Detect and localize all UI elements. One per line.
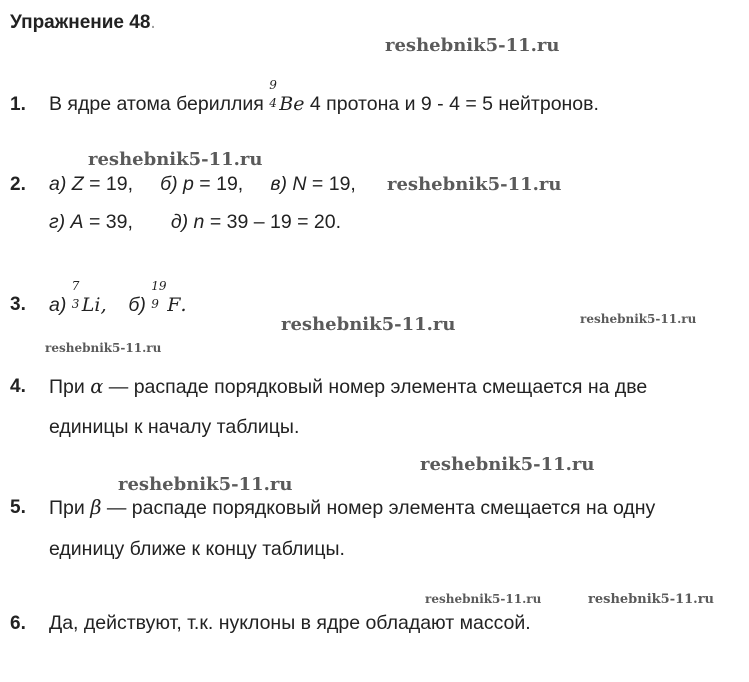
item-2-line-2: г) A = 39, д) n = 39 – 19 = 20. (49, 211, 342, 233)
item-2-line-1: а) Z = 19, б) p = 19, в) N = 19, (49, 173, 356, 195)
watermark: reshebnik5-11.ru (420, 454, 595, 475)
watermark: reshebnik5-11.ru (425, 592, 542, 606)
lithium-nuclide: 7 3 Li (71, 279, 101, 317)
item-number-5: 5. (10, 497, 26, 518)
item-number-3: 3. (10, 294, 26, 315)
watermark: reshebnik5-11.ru (88, 149, 263, 170)
watermark: reshebnik5-11.ru (387, 174, 562, 195)
watermark: reshebnik5-11.ru (118, 474, 293, 495)
watermark: reshebnik5-11.ru (580, 312, 697, 326)
item-number-4: 4. (10, 376, 26, 397)
item-4-line-1: При α — распаде порядковый номер элемента смещается на две (49, 375, 648, 398)
item-number-6: 6. (10, 613, 26, 634)
item-number-2: 2. (10, 174, 26, 195)
exercise-title: Упражнение 48. (10, 12, 156, 33)
item-number-1: 1. (10, 94, 26, 115)
alpha-symbol: α (90, 375, 104, 398)
item-6-text: Да, действуют, т.к. нуклоны в ядре обладают массой. (49, 612, 531, 634)
item-1-text: В ядре атома бериллия 9 4 Be 4 протона и 9 - 4 = 5 нейтронов. (49, 78, 599, 116)
watermark: reshebnik5-11.ru (45, 341, 162, 355)
watermark: reshebnik5-11.ru (588, 592, 715, 607)
item-4-line-2: единицы к началу таблицы. (49, 416, 300, 438)
beryllium-nuclide: 9 4 Be (269, 78, 305, 116)
item-5-line-1: При β — распаде порядковый номер элемента смещается на одну (49, 496, 656, 519)
beta-symbol: β (90, 496, 102, 519)
watermark: reshebnik5-11.ru (385, 35, 560, 56)
fluorine-nuclide: 19 9 F (151, 279, 181, 317)
item-3-text: а) 7 3 Li, б) 19 9 F. (49, 279, 187, 317)
item-5-line-2: единицу ближе к концу таблицы. (49, 538, 345, 560)
watermark: reshebnik5-11.ru (281, 314, 456, 335)
